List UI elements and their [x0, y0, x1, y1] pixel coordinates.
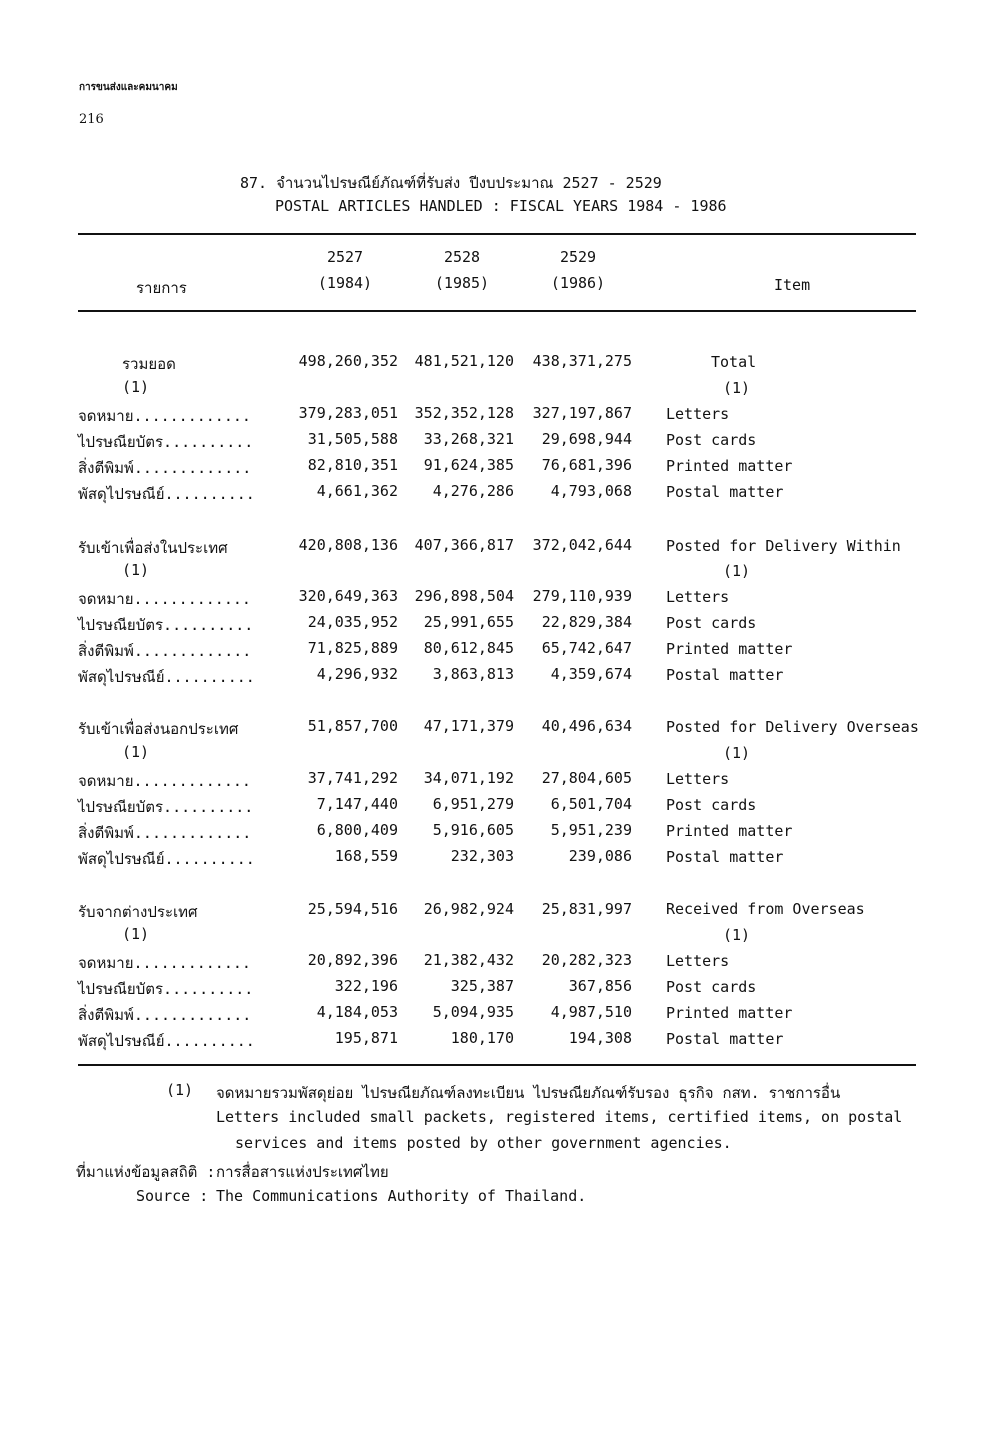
- row-value-2528: 4,276,286: [432, 482, 514, 500]
- row-label-thai: ไปรษณียบัตร..........: [78, 980, 254, 998]
- row-value-2528: 34,071,192: [423, 769, 514, 787]
- running-header: การขนส่งและคมนาคม: [79, 82, 178, 93]
- row-value-2528: 5,916,605: [432, 821, 514, 839]
- row-value-2527: 20,892,396: [307, 951, 398, 969]
- row-value-2528: 25,991,655: [423, 613, 514, 631]
- row-label-thai: จดหมาย.............: [78, 954, 251, 972]
- row-label-thai: สิ่งตีพิมพ์.............: [78, 459, 252, 477]
- group-value-2527: 420,808,136: [298, 536, 398, 554]
- table-bottom-rule: [78, 1064, 916, 1066]
- row-label-english: Postal matter: [666, 848, 784, 866]
- row-value-2529: 29,698,944: [541, 430, 632, 448]
- group-label-thai: รับจากต่างประเทศ: [78, 903, 198, 921]
- group-value-2528: 407,366,817: [414, 536, 514, 554]
- row-label-english: Post cards: [666, 431, 757, 449]
- row-value-2528: 296,898,504: [414, 587, 514, 605]
- row-label-english: Postal matter: [666, 666, 784, 684]
- row-label-english: Letters: [666, 770, 730, 788]
- column-header-item-thai: รายการ: [136, 279, 187, 297]
- row-label-thai: พัสดุไปรษณีย์..........: [78, 668, 255, 686]
- group-value-2528: 481,521,120: [414, 352, 514, 370]
- footnote-text-thai: จดหมายรวมพัสดุย่อย ไปรษณียภัณฑ์ลงทะเบียน ไปรษณียภัณฑ์รับรอง ธุรกิจ กสท. ราชการอื่น: [216, 1084, 841, 1102]
- row-value-2527: 168,559: [334, 847, 398, 865]
- row-value-2528: 3,863,813: [432, 665, 514, 683]
- row-label-thai: จดหมาย.............: [78, 772, 251, 790]
- row-label-english: Letters: [666, 405, 730, 423]
- row-value-2527: 195,871: [334, 1029, 398, 1047]
- group-value-2529: 372,042,644: [532, 536, 632, 554]
- table-title-english: POSTAL ARTICLES HANDLED : FISCAL YEARS 1984 - 1986: [275, 197, 727, 215]
- row-label-english: Post cards: [666, 796, 757, 814]
- row-value-2529: 327,197,867: [532, 404, 632, 422]
- group-note: (1): [122, 743, 150, 761]
- row-value-2528: 91,624,385: [423, 456, 514, 474]
- row-value-2529: 239,086: [568, 847, 632, 865]
- row-value-2529: 279,110,939: [532, 587, 632, 605]
- row-label-english: Postal matter: [666, 1030, 784, 1048]
- group-note-english: (1): [723, 562, 751, 580]
- row-value-2527: 379,283,051: [298, 404, 398, 422]
- row-label-thai: พัสดุไปรษณีย์..........: [78, 1032, 255, 1050]
- row-label-english: Letters: [666, 588, 730, 606]
- group-label-thai: รับเข้าเพื่อส่งนอกประเทศ: [78, 720, 239, 738]
- column-header-2529: 2529: [559, 248, 597, 266]
- row-label-thai: พัสดุไปรษณีย์..........: [78, 850, 255, 868]
- row-value-2529: 65,742,647: [541, 639, 632, 657]
- row-value-2529: 27,804,605: [541, 769, 632, 787]
- row-label-english: Post cards: [666, 978, 757, 996]
- row-value-2529: 6,501,704: [550, 795, 632, 813]
- group-label-english: Received from Overseas: [666, 900, 865, 918]
- row-value-2529: 5,951,239: [550, 821, 632, 839]
- row-value-2527: 7,147,440: [316, 795, 398, 813]
- row-value-2529: 367,856: [568, 977, 632, 995]
- row-label-english: Post cards: [666, 614, 757, 632]
- row-value-2527: 322,196: [334, 977, 398, 995]
- header-bottom-rule: [78, 310, 916, 312]
- column-header-item-english: Item: [774, 276, 811, 294]
- group-value-2528: 26,982,924: [423, 900, 514, 918]
- row-label-english: Postal matter: [666, 483, 784, 501]
- row-value-2528: 352,352,128: [414, 404, 514, 422]
- group-note: (1): [122, 378, 150, 396]
- group-label-thai: รับเข้าเพื่อส่งในประเทศ: [78, 539, 228, 557]
- footnote-text-english-line2: services and items posted by other government agencies.: [235, 1134, 732, 1152]
- row-label-thai: พัสดุไปรษณีย์..........: [78, 485, 255, 503]
- group-value-2528: 47,171,379: [423, 717, 514, 735]
- group-value-2529: 40,496,634: [541, 717, 632, 735]
- row-value-2528: 6,951,279: [432, 795, 514, 813]
- row-value-2527: 4,661,362: [316, 482, 398, 500]
- row-value-2528: 80,612,845: [423, 639, 514, 657]
- row-value-2529: 22,829,384: [541, 613, 632, 631]
- group-label-english: Posted for Delivery Overseas: [666, 718, 919, 736]
- row-value-2529: 4,793,068: [550, 482, 632, 500]
- row-value-2529: 76,681,396: [541, 456, 632, 474]
- group-value-2527: 25,594,516: [307, 900, 398, 918]
- row-value-2529: 4,359,674: [550, 665, 632, 683]
- row-value-2529: 194,308: [568, 1029, 632, 1047]
- column-header-1985: (1985): [434, 274, 490, 292]
- row-label-thai: สิ่งตีพิมพ์.............: [78, 824, 252, 842]
- source-label-english: Source :: [136, 1187, 209, 1205]
- footnote-marker: (1): [166, 1081, 194, 1099]
- row-label-english: Printed matter: [666, 822, 793, 840]
- table-title-thai: 87. จำนวนไปรษณีย์ภัณฑ์ที่รับส่ง ปีงบประมาณ 2527 - 2529: [240, 174, 662, 192]
- group-value-2527: 498,260,352: [298, 352, 398, 370]
- source-value-english: The Communications Authority of Thailand.: [216, 1187, 587, 1205]
- row-label-thai: สิ่งตีพิมพ์.............: [78, 1006, 252, 1024]
- row-value-2528: 180,170: [450, 1029, 514, 1047]
- row-value-2528: 21,382,432: [423, 951, 514, 969]
- row-label-thai: ไปรษณียบัตร..........: [78, 433, 254, 451]
- row-label-thai: ไปรษณียบัตร..........: [78, 616, 254, 634]
- source-label-thai: ที่มาแห่งข้อมูลสถิติ :: [76, 1163, 216, 1181]
- column-header-2527: 2527: [326, 248, 364, 266]
- row-value-2527: 71,825,889: [307, 639, 398, 657]
- group-label-english: Total: [711, 353, 757, 371]
- column-header-2528: 2528: [443, 248, 481, 266]
- row-value-2528: 325,387: [450, 977, 514, 995]
- row-label-english: Letters: [666, 952, 730, 970]
- row-label-thai: ไปรษณียบัตร..........: [78, 798, 254, 816]
- group-note: (1): [122, 561, 150, 579]
- row-value-2527: 4,296,932: [316, 665, 398, 683]
- row-value-2527: 82,810,351: [307, 456, 398, 474]
- group-note-english: (1): [723, 926, 751, 944]
- row-value-2528: 232,303: [450, 847, 514, 865]
- table-top-rule: [78, 233, 916, 235]
- row-value-2527: 6,800,409: [316, 821, 398, 839]
- group-note: (1): [122, 925, 150, 943]
- row-value-2527: 24,035,952: [307, 613, 398, 631]
- row-label-english: Printed matter: [666, 640, 793, 658]
- row-label-thai: สิ่งตีพิมพ์.............: [78, 642, 252, 660]
- row-value-2528: 5,094,935: [432, 1003, 514, 1021]
- column-header-1986: (1986): [550, 274, 606, 292]
- group-value-2529: 25,831,997: [541, 900, 632, 918]
- page-number: 216: [79, 112, 104, 127]
- row-value-2527: 4,184,053: [316, 1003, 398, 1021]
- row-value-2527: 37,741,292: [307, 769, 398, 787]
- row-label-english: Printed matter: [666, 1004, 793, 1022]
- group-value-2527: 51,857,700: [307, 717, 398, 735]
- group-value-2529: 438,371,275: [532, 352, 632, 370]
- row-label-english: Printed matter: [666, 457, 793, 475]
- row-label-thai: จดหมาย.............: [78, 407, 251, 425]
- group-note-english: (1): [723, 744, 751, 762]
- column-header-1984: (1984): [317, 274, 373, 292]
- group-label-english: Posted for Delivery Within: [666, 537, 901, 555]
- group-note-english: (1): [723, 379, 751, 397]
- row-value-2529: 4,987,510: [550, 1003, 632, 1021]
- footnote-text-english-line1: Letters included small packets, registered items, certified items, on postal: [216, 1108, 903, 1126]
- row-value-2527: 320,649,363: [298, 587, 398, 605]
- row-value-2528: 33,268,321: [423, 430, 514, 448]
- group-label-thai: รวมยอด: [122, 355, 176, 373]
- row-label-thai: จดหมาย.............: [78, 590, 251, 608]
- row-value-2527: 31,505,588: [307, 430, 398, 448]
- row-value-2529: 20,282,323: [541, 951, 632, 969]
- source-value-thai: การสื่อสารแห่งประเทศไทย: [216, 1163, 389, 1181]
